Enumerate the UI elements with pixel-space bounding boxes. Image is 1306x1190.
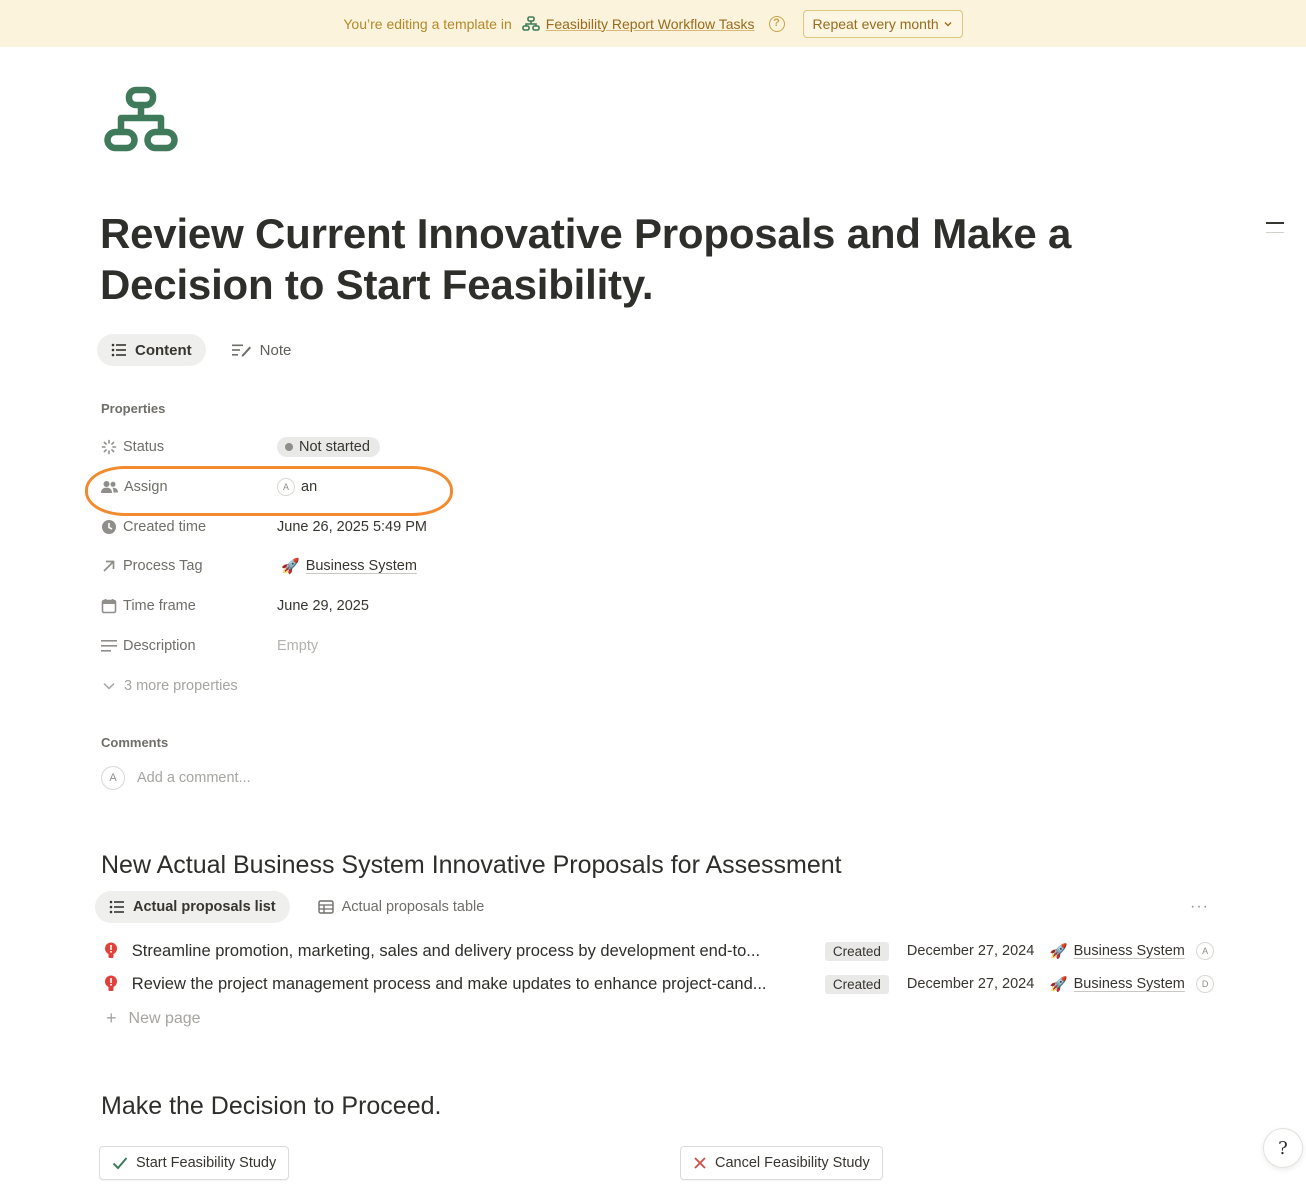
list-item[interactable] [104, 936, 1214, 966]
status-badge[interactable] [277, 437, 380, 457]
comment-input-row[interactable] [101, 766, 251, 790]
status-badge: Created [825, 975, 889, 994]
repeat-label: Repeat every month [812, 15, 939, 32]
highlight-annotation [85, 466, 453, 516]
view-tab-list[interactable] [95, 891, 290, 923]
new-page-button[interactable] [106, 1008, 201, 1029]
property-label: Assign [124, 479, 168, 495]
loading-icon [101, 439, 117, 455]
calendar-icon [101, 598, 117, 614]
avatar: D [1196, 975, 1214, 993]
tab-label: Content [135, 341, 192, 359]
list-item-title[interactable]: Streamline promotion, marketing, sales and delivery process by development end-to... [131, 941, 761, 960]
property-process-tag[interactable] [101, 552, 461, 580]
property-time-frame[interactable] [101, 592, 461, 620]
cancel-feasibility-label: Cancel Feasibility Study [715, 1155, 870, 1171]
chevron-down-icon [943, 19, 953, 29]
help-label: ? [1278, 1137, 1288, 1159]
rocket-icon: 🚀 [281, 558, 300, 575]
repeat-dropdown[interactable] [803, 10, 963, 38]
comment-input[interactable]: Add a comment... [137, 770, 251, 786]
status-dot [285, 443, 293, 451]
page-title[interactable]: Review Current Innovative Proposals and Make a Decision to Start Feasibility. [100, 210, 1072, 308]
table-icon [318, 900, 334, 914]
start-feasibility-button[interactable] [99, 1146, 289, 1180]
tab-note[interactable] [218, 334, 306, 366]
list-item[interactable] [104, 969, 1214, 999]
list-item-tag[interactable] [1050, 943, 1189, 960]
avatar: A [101, 766, 125, 790]
view-tab-label: Actual proposals table [341, 899, 485, 915]
list-icon [109, 900, 125, 914]
clock-icon [101, 519, 117, 535]
new-page-label: New page [128, 1009, 201, 1027]
text-lines-icon [101, 639, 117, 653]
status-badge: Created [825, 942, 889, 961]
created-time-value: June 26, 2025 5:49 PM [277, 519, 427, 535]
list-item-title[interactable]: Review the project management process and make updates to enhance project-cand... [131, 974, 767, 993]
template-db-link[interactable]: Feasibility Report Workflow Tasks [545, 15, 755, 32]
status-value: Not started [299, 439, 370, 455]
rocket-icon: 🚀 [1049, 976, 1068, 993]
banner-prefix: You’re editing a template in [343, 15, 512, 32]
cancel-feasibility-button[interactable] [680, 1146, 883, 1180]
check-icon [112, 1156, 128, 1170]
view-tab-label: Actual proposals list [133, 899, 276, 915]
decision-heading[interactable]: Make the Decision to Proceed. [101, 1092, 442, 1120]
property-status[interactable] [101, 433, 461, 461]
property-created-time[interactable] [101, 513, 461, 541]
property-label: Created time [123, 519, 207, 535]
properties-heading: Properties [101, 401, 166, 416]
sitemap-icon [522, 16, 540, 32]
time-frame-value: June 29, 2025 [277, 598, 369, 614]
arrow-up-right-icon [101, 558, 117, 574]
avatar: A [277, 478, 295, 496]
tab-content[interactable] [97, 334, 206, 366]
process-tag-link[interactable]: Business System [305, 558, 417, 574]
property-description[interactable] [101, 632, 461, 660]
rocket-icon: 🚀 [1049, 943, 1068, 960]
comments-heading: Comments [101, 735, 169, 750]
assignee-name[interactable]: an [301, 479, 318, 495]
edit-note-icon [232, 343, 252, 357]
more-properties-toggle[interactable] [102, 678, 238, 694]
tab-label: Note [259, 341, 292, 359]
list-item-date: December 27, 2024 [906, 976, 1035, 992]
more-options-icon[interactable]: ··· [1190, 898, 1209, 915]
help-icon[interactable]: ? [769, 16, 785, 32]
property-label: Process Tag [123, 558, 203, 574]
list-item-tag-label: Business System [1073, 976, 1185, 992]
more-properties-label: 3 more properties [124, 678, 238, 694]
lightbulb-icon [104, 975, 124, 993]
close-icon [693, 1156, 707, 1170]
property-label: Status [123, 439, 165, 455]
property-label: Time frame [123, 598, 196, 614]
start-feasibility-label: Start Feasibility Study [136, 1155, 277, 1171]
template-banner [0, 0, 1306, 47]
page-tabs [97, 334, 305, 366]
list-item-tag[interactable] [1050, 976, 1189, 993]
chevron-down-icon [102, 681, 116, 691]
plus-icon: + [106, 1008, 117, 1028]
proposals-heading[interactable]: New Actual Business System Innovative Proposals for Assessment [101, 851, 842, 879]
view-tabs [95, 891, 498, 923]
sitemap-icon[interactable] [103, 86, 179, 154]
list-icon [111, 343, 127, 357]
list-item-tag-label: Business System [1073, 943, 1185, 959]
lightbulb-icon [104, 942, 124, 960]
outline-toggle[interactable] [1266, 222, 1284, 241]
help-button[interactable] [1263, 1128, 1303, 1168]
avatar: A [1196, 942, 1214, 960]
view-tab-table[interactable] [304, 891, 499, 923]
description-value[interactable]: Empty [277, 638, 319, 654]
list-item-date: December 27, 2024 [906, 943, 1035, 959]
property-label: Description [123, 638, 196, 654]
